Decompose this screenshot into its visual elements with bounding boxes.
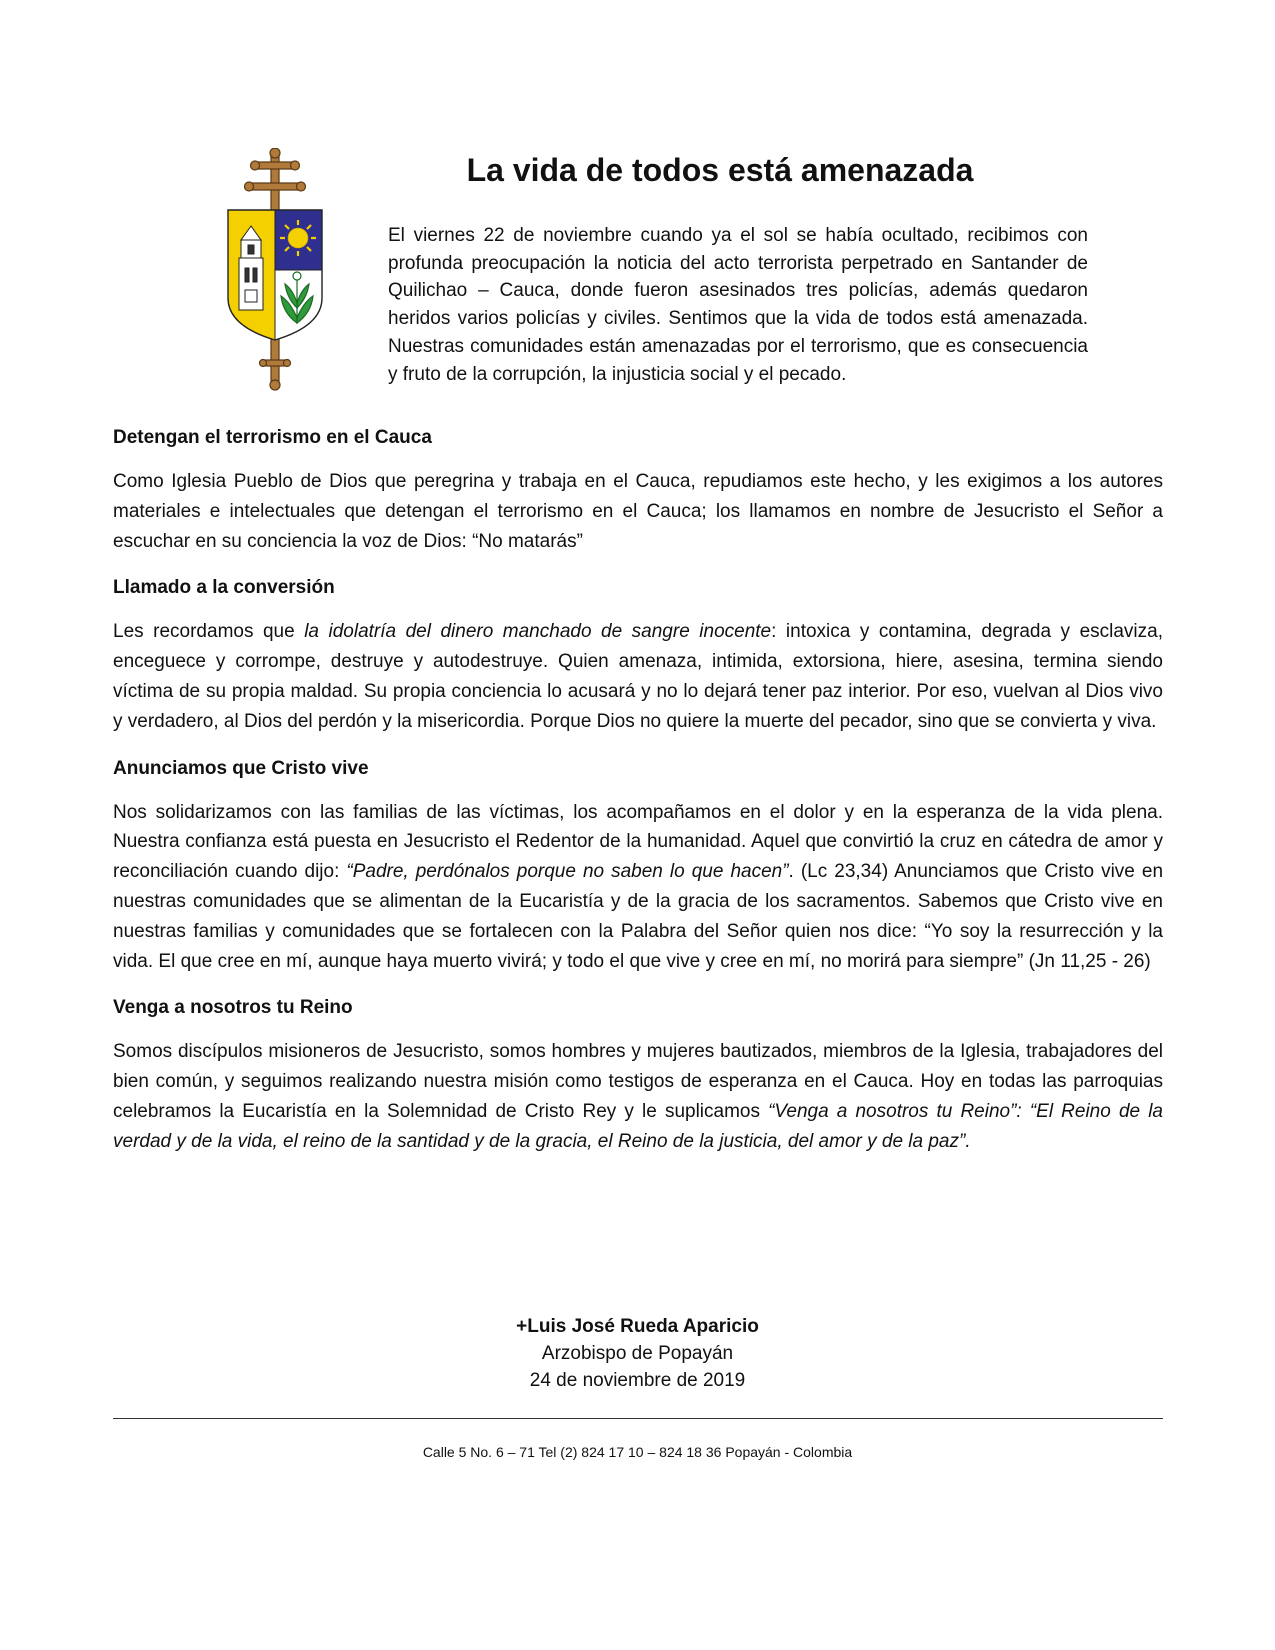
signature-date: 24 de noviembre de 2019 [529, 1370, 746, 1391]
footer-divider [113, 1418, 1163, 1419]
page-title: La vida de todos está amenazada [466, 152, 974, 188]
signature-block [0, 1313, 1275, 1394]
document-body [113, 426, 1163, 1157]
signatory-name: +Luis José Rueda Aparicio [516, 1316, 759, 1337]
section-heading: Venga a nosotros tu Reino [113, 997, 353, 1019]
section-heading: Anunciamos que Cristo vive [113, 757, 369, 779]
section-paragraph: Nos solidarizamos con las familias de las víctimas, los acompañamos en el dolor y en la esperanza de la vida plena. Nuestra confianza está puesta en Jesucristo el Redentor de la humanidad. Aquel que convirtió la cruz en cátedra de amor y reconciliación cuando dijo: “Padre, perdónalos porque no saben lo que hacen”. (Lc 23,34) Anunciamos que Cristo vive en nuestras comunidades que se alimentan de la Eucaristía y de la gracia de los sacramentos. Sabemos que Cristo vive en nuestras familias y comunidades que se fortalecen con la Palabra del Señor quien nos dice: “Yo soy la resurrección y la vida. El que cree en mí, aunque haya muerto vivirá; y todo el que vive y cree en mí, no morirá para siempre” (Jn 11,25 - 26) [113, 801, 1164, 972]
section-heading: Detengan el terrorismo en el Cauca [113, 427, 432, 448]
signatory-role: Arzobispo de Popayán [541, 1343, 734, 1364]
intro-paragraph: El viernes 22 de noviembre cuando ya el sol se había ocultado, recibimos con profunda preocupación la noticia del acto terrorista perpetrado en Santander de Quilichao – Cauca, donde fueron asesinados tres policías, además quedaron heridos varios policías y civiles. Sentimos que la vida de todos está amenazada. Nuestras comunidades están amenazadas por el terrorismo, que es consecuencia y fruto de la corrupción, la injusticia social y el pecado. [388, 225, 1088, 385]
footer-address: Calle 5 No. 6 – 71 Tel (2) 824 17 10 – 824 18 36 Popayán - Colombia [422, 1444, 853, 1460]
section-paragraph: Les recordamos que la idolatría del dinero manchado de sangre inocente: intoxica y contamina, degrada y esclaviza, enceguece y corrompe, destruye y autodestruye. Quien amenaza, intimida, extorsiona, hiere, asesina, termina siendo víctima de su propia maldad. Su propia conciencia lo acusará y no lo dejará tener paz interior. Por eso, vuelvan al Dios vivo y verdadero, al Dios del perdón y la misericordia. Porque Dios no quiere la muerte del pecador, sino que se convierta y viva. [113, 621, 1163, 732]
section-paragraph: Somos discípulos misioneros de Jesucristo, somos hombres y mujeres bautizados, miembros de la Iglesia, trabajadores del bien común, y seguimos realizando nuestra misión como testigos de esperanza en el Cauca. Hoy en todas las parroquias celebramos la Eucaristía en la Solemnidad de Cristo Rey y le suplicamos “Venga a nosotros tu Reino”: “El Reino de la verdad y de la vida, el reino de la santidad y de la gracia, el Reino de la justicia, del amor y de la paz”. [113, 1041, 1163, 1152]
section-paragraph: Como Iglesia Pueblo de Dios que peregrina y trabaja en el Cauca, repudiamos este hecho, y les exigimos a los autores materiales e intelectuales que detengan el terrorismo en el Cauca; los llamamos en nombre de Jesucristo el Señor a escuchar en su conciencia la voz de Dios: “No matarás” [113, 471, 1163, 552]
coat-of-arms-icon [225, 148, 325, 393]
section-heading: Llamado a la conversión [113, 577, 335, 599]
